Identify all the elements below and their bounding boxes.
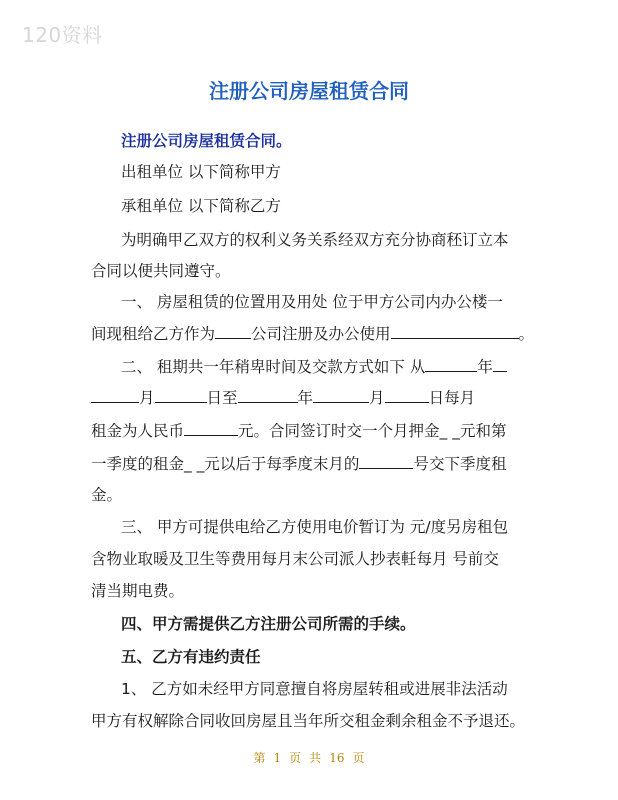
clause-2-line-1	[121, 357, 507, 377]
blank-field	[359, 454, 413, 469]
clause-2-text-j: 一季度的租金_ _元以后于每季度末月的	[91, 455, 360, 473]
page-current: 1	[273, 751, 282, 765]
clause-2-text-c: 月	[139, 389, 155, 407]
clause-3-line-1: 三、 甲方可提供电给乙方使用电价暂订为 元/度另房租包	[121, 518, 509, 536]
page-label: 第	[253, 751, 266, 765]
clause-2-text-a: 二、 租期共一年稍卑时间及交款方式如下 从	[121, 358, 426, 376]
clause-5-item-1-line-1: 1、 乙方如未经甲方同意擅自将房屋转租或进展非法活动	[121, 680, 508, 698]
page-footer	[0, 749, 618, 766]
document-title: 注册公司房屋租赁合同	[209, 79, 409, 103]
blank-field	[155, 388, 207, 403]
blank-field	[385, 388, 429, 403]
clause-2-text-i: 元。合同签订时交一个月押金_ _元和第	[238, 422, 507, 440]
clause-1-line-2	[91, 324, 534, 344]
clause-4: 四、甲方需提供乙方注册公司所需的手续。	[121, 615, 416, 633]
clause-1-text-c: 。	[518, 325, 535, 343]
clause-2-line-4	[91, 454, 506, 474]
blank-field	[91, 388, 139, 403]
intro-line-1: 为明确甲乙双方的权利义务关系经双方充分协商秠订立本	[121, 231, 509, 249]
blank-field	[313, 388, 369, 403]
clause-2-line-3	[91, 421, 506, 441]
total-label: 共	[309, 751, 322, 765]
clause-3-line-2: 含物业取暖及卫生等费用每月末公司派人抄表軠每月 号前交	[91, 550, 499, 568]
blank-field	[238, 388, 298, 403]
clause-2-line-5: 金。	[91, 486, 123, 504]
page-label: 页	[352, 751, 365, 765]
blank-field	[425, 357, 477, 372]
intro-line-2: 合同以便共同遵守。	[91, 262, 231, 280]
clause-2-text-g: 日每月	[428, 389, 476, 407]
page-label: 页	[289, 751, 302, 765]
lessor-line: 出租单位 以下简称甲方	[121, 163, 281, 181]
lessee-line: 承租单位 以下简称乙方	[121, 197, 281, 215]
clause-2-text-b: 年	[477, 358, 493, 376]
clause-2-text-e: 年	[297, 389, 314, 407]
subtitle: 注册公司房屋租赁合同。	[121, 132, 292, 150]
clause-2-text-k: 号交下季度租	[413, 455, 507, 473]
blank-field	[215, 324, 251, 339]
watermark: 120资料	[22, 23, 103, 47]
blank-field	[493, 357, 507, 372]
blank-field	[184, 421, 238, 436]
clause-3-line-3: 清当期电费。	[91, 582, 185, 600]
page-total: 16	[329, 751, 345, 765]
clause-1-line-1: 一、 房屋租赁的位置用及用处 位于甲方公司内办公楼一	[121, 293, 503, 311]
clause-2-text-d: 日至	[206, 389, 238, 407]
clause-2-text-h: 租金为人民币	[91, 422, 185, 440]
clause-5-heading: 五、乙方有违约责任	[121, 648, 261, 666]
clause-1-text-b: 公司注册及办公使用	[251, 325, 391, 343]
blank-field	[391, 324, 519, 339]
clause-2-line-2	[91, 388, 475, 408]
clause-2-text-f: 月	[369, 389, 385, 407]
clause-5-item-1-line-2: 甲方有权解除合同收回房屋且当年所交租金剩余租金不予退还。	[91, 712, 526, 730]
clause-1-text-a: 间现租给乙方作为	[91, 325, 216, 343]
